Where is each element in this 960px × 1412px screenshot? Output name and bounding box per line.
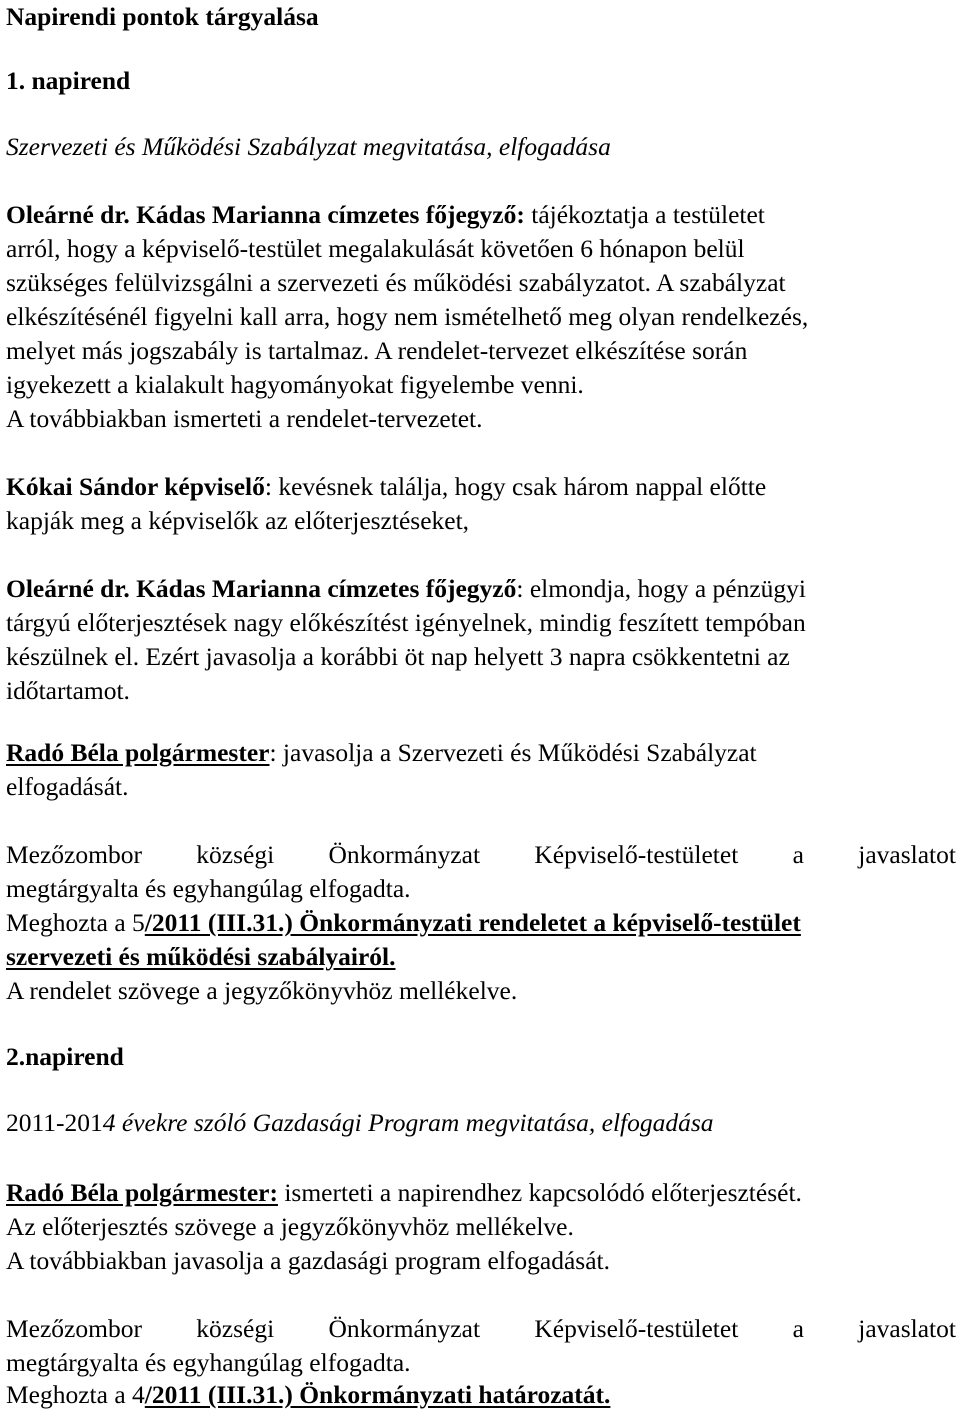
page-heading: Napirendi pontok tárgyalása [6,2,319,31]
agenda-1-p1-line-3: szükséges felülvizsgálni a szervezeti és működési szabályzatot. A szabályzat [6,268,786,297]
text: ismerteti a napirendhez kapcsolódó előterjesztését. [277,1178,802,1207]
agenda-1-p2-line-1 [6,470,766,504]
agenda-1-p1-line-6: igyekezett a kialakult hagyományokat figyelembe venni. [6,370,584,399]
word: Önkormányzat [328,840,481,869]
agenda-1-p1-line-1 [6,198,765,232]
agenda-1-decision-line-1 [6,838,956,872]
word: községi [196,1314,275,1343]
agenda-2-p1-line-2: Az előterjesztés szövege a jegyzőkönyvhöz mellékelve. [6,1212,574,1241]
speaker-name: Radó Béla polgármester [6,738,270,767]
agenda-1-p3-line-1 [6,572,806,606]
word: a [792,840,804,869]
speaker-name: Oleárné dr. Kádas Marianna címzetes főjegyző: [6,200,525,229]
agenda-2-decision-line-1 [6,1312,956,1346]
agenda-1-p3-line-4: időtartamot. [6,676,130,705]
agenda-2-decision-line-2: megtárgyalta és egyhangúlag elfogadta. [6,1348,411,1377]
text: 4 évekre szóló Gazdasági Program megvitatása, elfogadása [102,1108,714,1137]
agenda-1-p1-line-4: elkészítésénél figyelni kall arra, hogy nem ismételhető meg olyan rendelkezés, [6,302,809,331]
speaker-name: Radó Béla polgármester: [6,1178,278,1207]
resolution-title: /2011 (III.31.) Önkormányzati határozatát. [144,1380,611,1409]
word: a [792,1314,804,1343]
text: : kevésnek találja, hogy csak három nappal előtte [264,472,767,501]
agenda-1-p4-line-1 [6,736,757,770]
agenda-1-p1-line-5: melyet más jogszabály is tartalmaz. A rendelet-tervezet elkészítése során [6,336,748,365]
word: Önkormányzat [328,1314,481,1343]
agenda-1-p3-line-3: készülnek el. Ezért javasolja a korábbi öt nap helyett 3 napra csökkentetni az [6,642,790,671]
agenda-1-label: 1. napirend [6,66,131,95]
agenda-1-p1-line-7: A továbbiakban ismerteti a rendelet-tervezetet. [6,404,483,433]
agenda-2-topic [6,1106,714,1140]
word: községi [196,840,275,869]
word: Mezőzombor [6,840,142,869]
agenda-1-decision-line-2: megtárgyalta és egyhangúlag elfogadta. [6,874,411,903]
speaker-name: Oleárné dr. Kádas Marianna címzetes főjegyző [6,574,517,603]
text: : javasolja a Szervezeti és Működési Szabályzat [269,738,757,767]
text: : elmondja, hogy a pénzügyi [516,574,807,603]
agenda-2-decision-line-3 [6,1378,610,1412]
word: javaslatot [858,1314,956,1343]
agenda-2-p1-line-1 [6,1176,802,1210]
agenda-2-label: 2.napirend [6,1042,124,1071]
text: tájékoztatja a testületet [524,200,765,229]
text: 2011-201 [6,1108,103,1137]
agenda-1-p4-line-2: elfogadását. [6,772,129,801]
word: Mezőzombor [6,1314,142,1343]
text: Meghozta a 5 [6,908,145,937]
word: javaslatot [858,840,956,869]
regulation-title: /2011 (III.31.) Önkormányzati rendeletet a képviselő-testület [144,908,801,937]
text: Meghozta a 4 [6,1380,145,1409]
word: Képviselő-testületet [534,1314,739,1343]
agenda-1-p3-line-2: tárgyú előterjesztések nagy előkészítést igényelnek, mindig feszített tempóban [6,608,806,637]
agenda-1-decision-line-4: szervezeti és működési szabályairól. [6,942,396,971]
agenda-1-topic: Szervezeti és Működési Szabályzat megvitatása, elfogadása [6,132,611,161]
word: Képviselő-testületet [534,840,739,869]
agenda-1-decision-line-5: A rendelet szövege a jegyzőkönyvhöz mellékelve. [6,976,518,1005]
agenda-1-p1-line-2: arról, hogy a képviselő-testület megalakulását követően 6 hónapon belül [6,234,745,263]
agenda-1-p2-line-2: kapják meg a képviselők az előterjesztéseket, [6,506,470,535]
agenda-1-decision-line-3 [6,906,801,940]
agenda-2-p1-line-3: A továbbiakban javasolja a gazdasági program elfogadását. [6,1246,610,1275]
speaker-name: Kókai Sándor képviselő [6,472,265,501]
